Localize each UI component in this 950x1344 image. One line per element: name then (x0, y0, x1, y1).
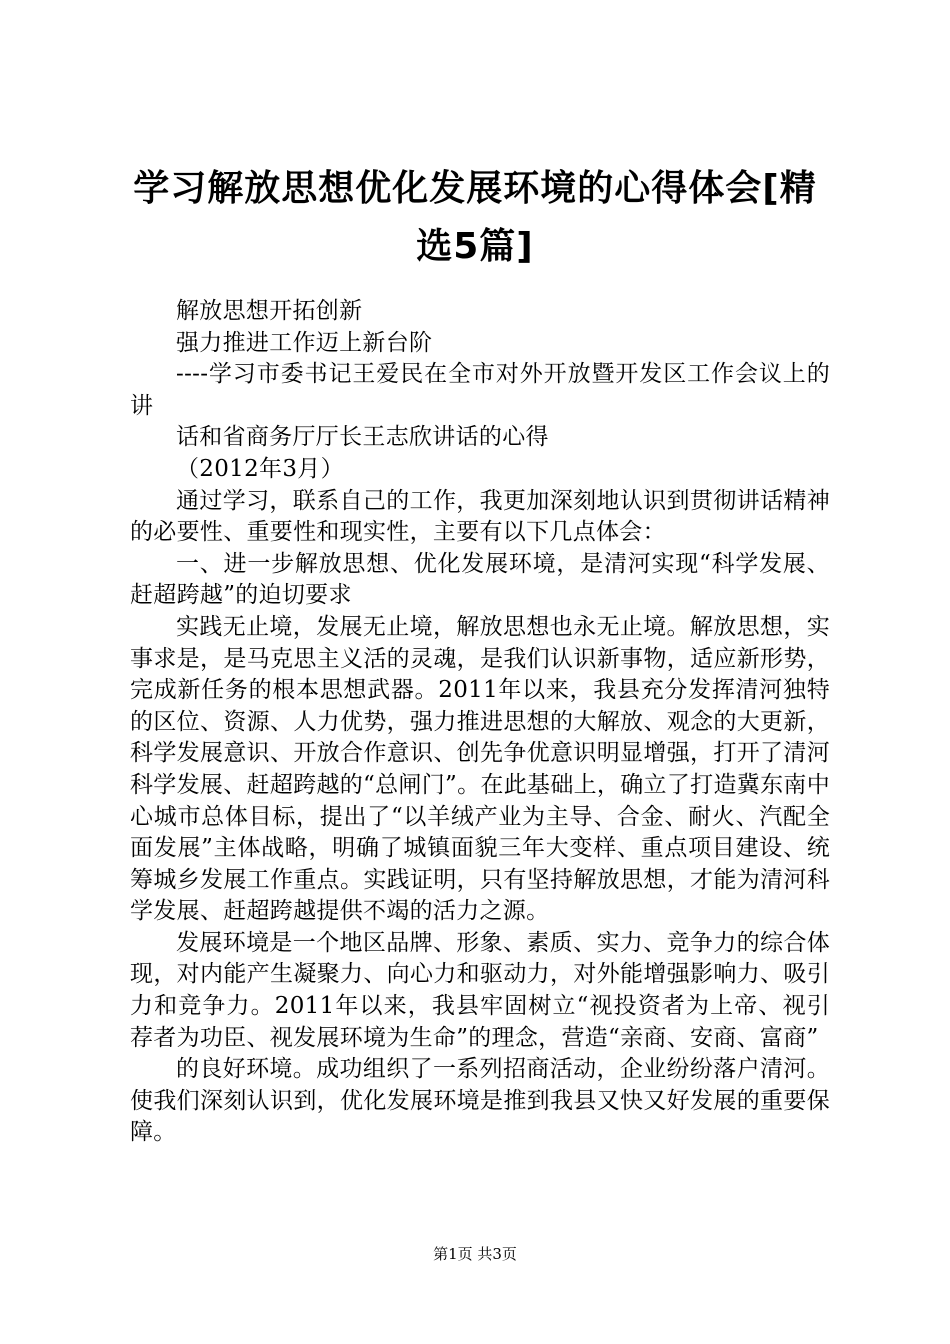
paragraph: 话和省商务厅厅长王志欣讲话的心得 (176, 424, 549, 451)
paragraph: 实践无止境，发展无止境，解放思想也永无止境。解放思想，实事求是，是马克思主义活的灵魂，是我们认识新事物，适应新形势，完成新任务的根本思想武器。2011年以来，我县充分发挥清河独特的区位、资源、人力优势，强力推进思想的大解放、观念的大更新，科学发展意识、开放合作意识、创先争优意识明显增强，打开了清河科学发展、赶超跨越的“总闸门”。在此基础上，确立了打造冀东南中心城市总体目标，提出了“以羊绒产业为主导、合金、耐火、汽配全面发展”主体战略，明确了城镇面貌三年大变样、重点项目建设、统筹城乡发展工作重点。实践证明，只有坚持解放思想，才能为清河科学发展、赶超跨越提供不竭的活力之源。 (130, 613, 830, 925)
paragraph: 发展环境是一个地区品牌、形象、素质、实力、竞争力的综合体现，对内能产生凝聚力、向心力和驱动力，对外能增强影响力、吸引力和竞争力。2011年以来，我县牢固树立“视投资者为上帝、视引荐者为功臣、视发展环境为生命”的理念，营造“亲商、安商、富商” (130, 929, 830, 1051)
paragraph: （2012年3月） (176, 455, 344, 482)
paragraph: 强力推进工作迈上新台阶 (176, 329, 433, 356)
paragraph: 的良好环境。成功组织了一系列招商活动，企业纷纷落户清河。使我们深刻认识到，优化发展环境是推到我县又快又好发展的重要保障。 (130, 1056, 830, 1146)
page-footer: 第1页 共3页 (433, 1245, 517, 1263)
paragraph: 一、进一步解放思想、优化发展环境，是清河实现“科学发展、赶超跨越”的迫切要求 (130, 550, 830, 609)
paragraph: ----学习市委书记王爱民在全市对外开放暨开发区工作会议上的讲 (130, 361, 830, 419)
document-title: 学习解放思想优化发展环境的心得体会[精选5篇] (133, 168, 817, 267)
paragraph: 通过学习，联系自己的工作，我更加深刻地认识到贯彻讲话精神的必要性、重要性和现实性，主要有以下几点体会： (130, 487, 830, 546)
document-body (130, 296, 830, 1149)
paragraph: 解放思想开拓创新 (176, 298, 363, 324)
